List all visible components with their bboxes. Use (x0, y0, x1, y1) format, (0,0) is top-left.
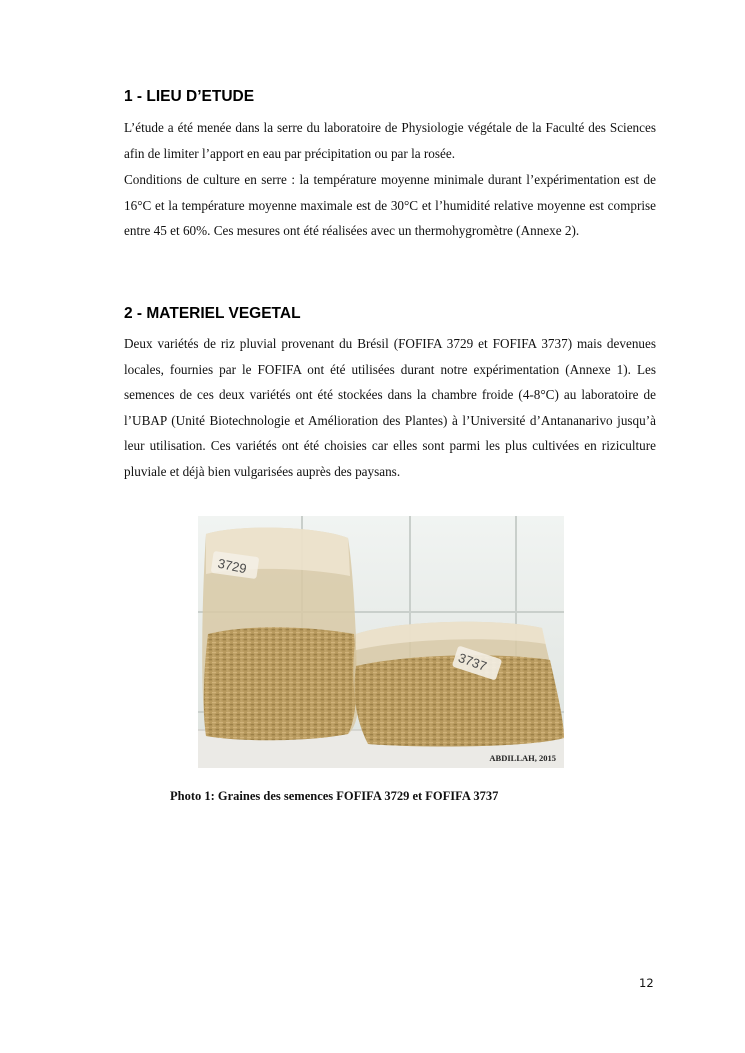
section-heading-lieu-etude: 1 - LIEU D’ETUDE (124, 88, 255, 105)
seed-bags-illustration (198, 516, 564, 768)
photo-credit: ABDILLAH, 2015 (489, 753, 556, 763)
photo-caption: Photo 1: Graines des semences FOFIFA 3729 et FOFIFA 3737 (170, 789, 499, 803)
page-number: 12 (639, 976, 654, 990)
paragraph-conditions-culture: Conditions de culture en serre : la température moyenne minimale durant l’expérimentation est de 16°C et la température moyenne maximale est de 30°C et l’humidité relative moyenne est comprise entre 45 et 60%. Ces mesures ont été réalisées avec un thermohygromètre (Annexe 2). (124, 172, 656, 239)
svg-text:3737: 3737 (456, 649, 489, 674)
section-heading-materiel-vegetal: 2 - MATERIEL VEGETAL (124, 305, 301, 322)
svg-text:3729: 3729 (216, 555, 248, 577)
paragraph-materiel-vegetal: Deux variétés de riz pluvial provenant du Brésil (FOFIFA 3729 et FOFIFA 3737) mais devenues locales, fournies par le FOFIFA ont été utilisées durant notre expérimentation (Annexe 1). Les semences de ces deux variétés ont été stockées dans la chambre froide (4-8°C) au laboratoire de l’UBAP (Unité Biotechnologie et Amélioration des Plantes) à l’Université d’Antananarivo jusqu’à leur utilisation. Ces variétés ont été choisies car elles sont parmi les plus cultivées en riziculture pluviale et déjà bien vulgarisées auprès des paysans. (124, 336, 656, 479)
paragraph-lieu-etude: L’étude a été menée dans la serre du laboratoire de Physiologie végétale de la Faculté des Sciences afin de limiter l’apport en eau par précipitation ou par la rosée. (124, 120, 656, 161)
seed-bags-photo (198, 516, 564, 768)
